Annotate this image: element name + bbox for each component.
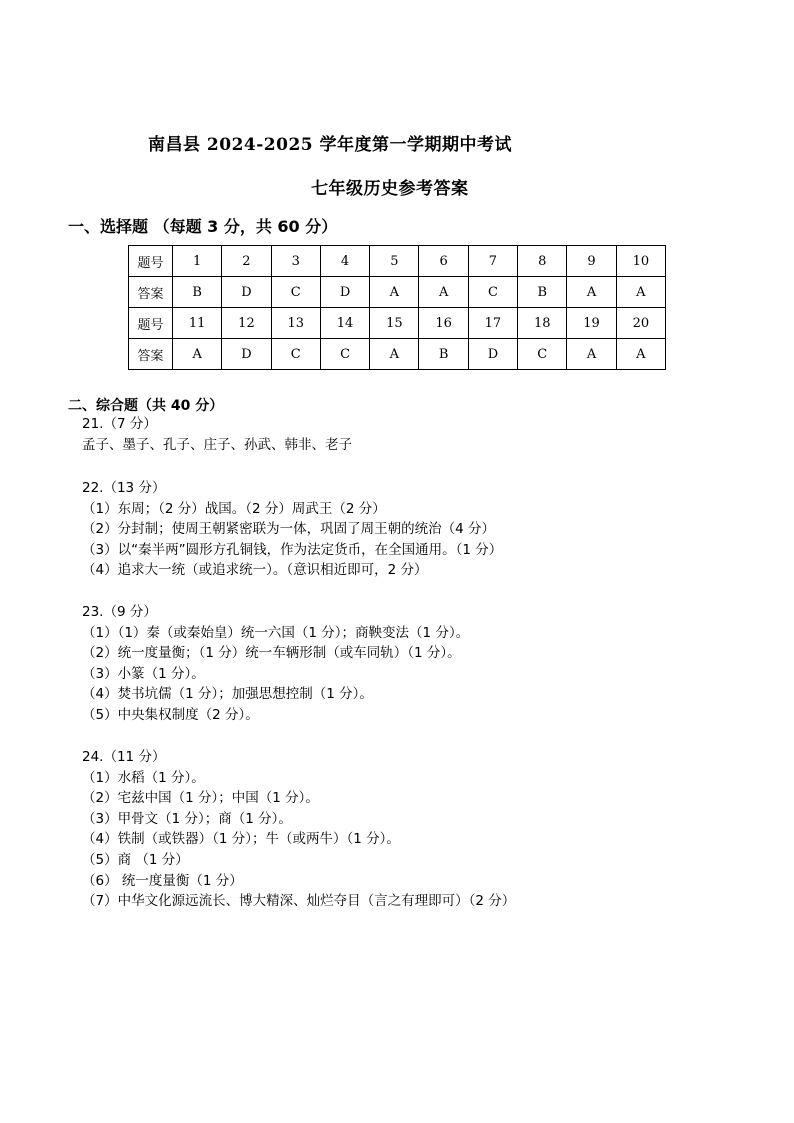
answer-cell: 19 bbox=[567, 308, 616, 339]
answer-cell: 7 bbox=[468, 246, 517, 277]
answer-cell: 4 bbox=[320, 246, 369, 277]
answer-cell: D bbox=[222, 339, 271, 370]
answer-cell: 8 bbox=[518, 246, 567, 277]
answer-table-row bbox=[129, 308, 666, 339]
answer-cell: D bbox=[320, 277, 369, 308]
answer-table-row bbox=[129, 339, 666, 370]
answer-cell: A bbox=[370, 339, 419, 370]
question-header: 22.（13 分） bbox=[82, 480, 166, 496]
answer-line: （1）水稻（1 分）。 bbox=[82, 769, 205, 786]
answer-cell: B bbox=[173, 277, 222, 308]
answer-line: （1）东周；（2 分）战国。（2 分）周武王（2 分） bbox=[82, 500, 386, 517]
answer-table-row bbox=[129, 277, 666, 308]
answer-cell: A bbox=[567, 277, 616, 308]
section-1-heading: 一、选择题 （每题 3 分，共 60 分） bbox=[68, 217, 338, 236]
answer-cell: D bbox=[468, 339, 517, 370]
answer-cell: 6 bbox=[419, 246, 468, 277]
answer-cell: A bbox=[616, 277, 665, 308]
row-header-cell: 题号 bbox=[129, 246, 173, 277]
answer-cell: 1 bbox=[173, 246, 222, 277]
answer-line: （2）宅兹中国（1 分）；中国（1 分）。 bbox=[82, 790, 319, 807]
answer-cell: 10 bbox=[616, 246, 665, 277]
question-header: 24.（11 分） bbox=[82, 749, 166, 765]
question-header: 21.（7 分） bbox=[82, 416, 157, 432]
answer-line: （5）商 （1 分） bbox=[82, 851, 189, 868]
answer-cell: A bbox=[567, 339, 616, 370]
answer-line: （2）分封制；使周王朝紧密联为一体，巩固了周王朝的统治（4 分） bbox=[82, 521, 495, 538]
answer-cell: 12 bbox=[222, 308, 271, 339]
answer-cell: 11 bbox=[173, 308, 222, 339]
answer-cell: C bbox=[518, 339, 567, 370]
answer-line: （4）铁制（或铁器）（1 分）；牛（或两牛）（1 分）。 bbox=[82, 831, 400, 848]
answer-cell: 15 bbox=[370, 308, 419, 339]
answer-line: 孟子、墨子、孔子、庄子、孙武、韩非、老子 bbox=[82, 436, 352, 453]
answer-cell: 18 bbox=[518, 308, 567, 339]
answer-line: （1）（1）秦（或秦始皇）统一六国（1 分）；商鞅变法（1 分）。 bbox=[82, 624, 470, 641]
answer-cell: C bbox=[271, 339, 320, 370]
answer-line: （6） 统一度量衡（1 分） bbox=[82, 872, 243, 889]
answer-cell: A bbox=[370, 277, 419, 308]
answer-cell: 14 bbox=[320, 308, 369, 339]
answer-line: （2）统一度量衡；（1 分）统一车辆形制（或车同轨）（1 分）。 bbox=[82, 645, 461, 662]
answer-cell: 3 bbox=[271, 246, 320, 277]
answer-cell: 17 bbox=[468, 308, 517, 339]
answer-line: （4）追求大一统（或追求统一）。（意识相近即可，2 分） bbox=[82, 562, 428, 579]
row-header-cell: 题号 bbox=[129, 308, 173, 339]
row-header-cell: 答案 bbox=[129, 277, 173, 308]
question-21 bbox=[82, 414, 352, 455]
answer-line: （5）中央集权制度（2 分）。 bbox=[82, 706, 259, 723]
answer-cell: C bbox=[320, 339, 369, 370]
answer-line: （7）中华文化源远流长、博大精深、灿烂夺目（言之有理即可）（2 分） bbox=[82, 893, 516, 910]
answer-cell: 20 bbox=[616, 308, 665, 339]
answer-line: （3）以“秦半两”圆形方孔铜钱，作为法定货币，在全国通用。（1 分） bbox=[82, 541, 503, 558]
answer-cell: D bbox=[222, 277, 271, 308]
answer-cell: C bbox=[468, 277, 517, 308]
answer-cell: A bbox=[173, 339, 222, 370]
answer-key-subtitle: 七年级历史参考答案 bbox=[311, 179, 469, 199]
answer-cell: 5 bbox=[370, 246, 419, 277]
answer-cell: C bbox=[271, 277, 320, 308]
answer-line: （3）小篆（1 分）。 bbox=[82, 665, 205, 682]
row-header-cell: 答案 bbox=[129, 339, 173, 370]
answer-cell: B bbox=[419, 339, 468, 370]
section-2-heading: 二、综合题（共 40 分） bbox=[68, 398, 224, 414]
answer-cell: B bbox=[518, 277, 567, 308]
answer-line: （3）甲骨文（1 分）；商（1 分）。 bbox=[82, 810, 292, 827]
multiple-choice-answer-table bbox=[128, 245, 666, 370]
answer-line: （4）焚书坑儒（1 分）；加强思想控制（1 分）。 bbox=[82, 686, 373, 703]
answer-cell: A bbox=[419, 277, 468, 308]
exam-title: 南昌县 2024-2025 学年度第一学期期中考试 bbox=[148, 135, 513, 155]
question-22 bbox=[82, 478, 502, 581]
question-23 bbox=[82, 602, 469, 726]
answer-cell: 13 bbox=[271, 308, 320, 339]
question-header: 23.（9 分） bbox=[82, 604, 157, 620]
answer-table-row bbox=[129, 246, 666, 277]
answer-cell: 16 bbox=[419, 308, 468, 339]
answer-cell: 9 bbox=[567, 246, 616, 277]
question-24 bbox=[82, 747, 515, 912]
answer-cell: A bbox=[616, 339, 665, 370]
answer-cell: 2 bbox=[222, 246, 271, 277]
